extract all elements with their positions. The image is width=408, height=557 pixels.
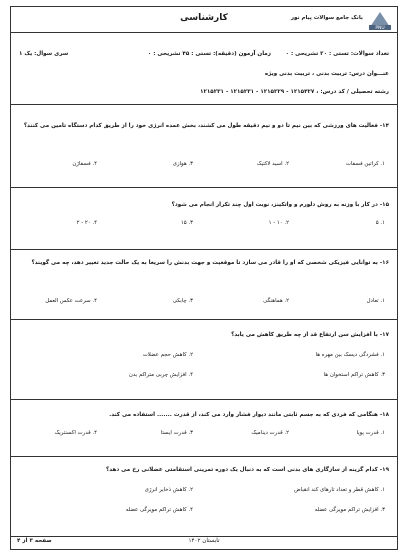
option-1[interactable]: ۱. قدرت پویا (356, 430, 385, 436)
field-code: رشته تحصیلی / کد درس: ، ۱۲۱۵۴۲۷ - ۱۲۱۵۲۲۹ - ۱۲۱۵۲۳۱ - ۱۲۱۵۲۳۱ (200, 89, 389, 95)
option-2[interactable]: ۲. ۱۰ - ۱ (268, 220, 289, 226)
page-number: صفحه ۳ از ۴ (17, 538, 52, 544)
question-17 (11, 320, 397, 400)
exam-page (10, 6, 398, 550)
option-2[interactable]: ۲. کاهش ذخایر انرژی (144, 487, 193, 493)
option-3[interactable]: ۳. افزایش تراکم مویرگی عضله (314, 507, 385, 513)
question-stem: ۱۹- کدام گزینه از سازگاری های بدنی است که به دنبال یک دوره تمرینی استقامتی عضلانی رخ می دهد؟ (105, 467, 389, 473)
option-3[interactable]: ۳. کاهش تراکم استخوان ها (323, 372, 385, 378)
option-3[interactable]: ۳. ۱۵ (180, 220, 193, 226)
option-1[interactable]: ۱. کراتین فسفات (345, 161, 385, 167)
option-1[interactable]: ۱. ۵ (375, 220, 385, 226)
option-3[interactable]: ۳. چابکی (172, 298, 193, 304)
logo-text: PNU (375, 26, 385, 31)
option-1[interactable]: ۱. تعادل (366, 298, 385, 304)
option-4[interactable]: ۴. افزایش چربی متراکم بدن (128, 372, 193, 378)
option-4[interactable]: ۴. فسفاژن (72, 161, 97, 167)
page-title: کارشناسی (180, 13, 228, 23)
pnu-logo-icon (367, 9, 393, 31)
question-16 (11, 250, 397, 320)
exam-term: تابستان ۱۴۰۲ (188, 538, 220, 544)
option-4[interactable]: ۴. کاهش تراکم مویرگی عضله (125, 507, 193, 513)
bank-name: بانک جامع سوالات پیام نور (290, 15, 363, 21)
exam-info (11, 33, 397, 105)
exam-time: زمان آزمون (دقیقه): تستی : ۴۵ تشریحی : ۰ (147, 51, 271, 57)
option-2[interactable]: ۲. هماهنگی (263, 298, 289, 304)
question-15 (11, 188, 397, 250)
question-stem: ۱۶- به توانایی فیزیکی شخصی که او را قادر می سازد تا موقعیت و جهت بدنش را سریعا به یک حالت جدید تغییر دهد، چه می گویند؟ (31, 260, 389, 266)
page-footer (11, 535, 397, 549)
option-3[interactable]: ۳. قدرت ایستا (160, 430, 193, 436)
question-count: تعداد سوالات: تستی : ۲۰ تشریحی : ۰ (285, 51, 389, 57)
option-1[interactable]: ۱. فشردگی دیسک بین مهره ها (315, 352, 385, 358)
option-4[interactable]: ۴. سرعت عکس العمل (45, 298, 97, 304)
option-2[interactable]: ۲. قدرت دینامیک (251, 430, 289, 436)
exam-series: سری سوال: یک ۱ (19, 51, 69, 57)
option-1[interactable]: ۱. کاهش قطر و تعداد تارهای کند انقباض (294, 487, 385, 493)
option-2[interactable]: ۲. کاهش حجم عضلات (142, 352, 193, 358)
option-4[interactable]: ۴. ۲۰ - ۲ (76, 220, 97, 226)
question-stem: ۱۴- فعالیت های ورزشی که بین نیم تا دو و نیم دقیقه طول می کشند، بخش عمده انرژی خود را از طریق کدام دستگاه تامین می کنند؟ (23, 123, 389, 129)
question-stem: ۱۵- در کار با وزنه به روش دلورم و واتکینز، نوبت اول چند تکرار انجام می شود؟ (171, 202, 389, 208)
question-18 (11, 400, 397, 457)
option-3[interactable]: ۳. هوازی (172, 161, 193, 167)
option-2[interactable]: ۲. اسید لاکتیک (256, 161, 289, 167)
question-stem: ۱۸- هنگامی که فردی که به جسم ثابتی مانند دیوار فشار وارد می کند، از قدرت ....... استفاده می کند. (109, 412, 389, 418)
question-14 (11, 105, 397, 188)
option-4[interactable]: ۴. قدرت اکسنتریک (54, 430, 97, 436)
question-19 (11, 457, 397, 537)
exam-header (11, 7, 397, 33)
question-stem: ۱۷- با افزایش سن ارتفاع قد از چه طریق کاهش می یابد؟ (231, 332, 389, 338)
course-title: عنـــوان درس: تربیت بدنی ، تربیت بدنی ویژه (264, 71, 389, 77)
